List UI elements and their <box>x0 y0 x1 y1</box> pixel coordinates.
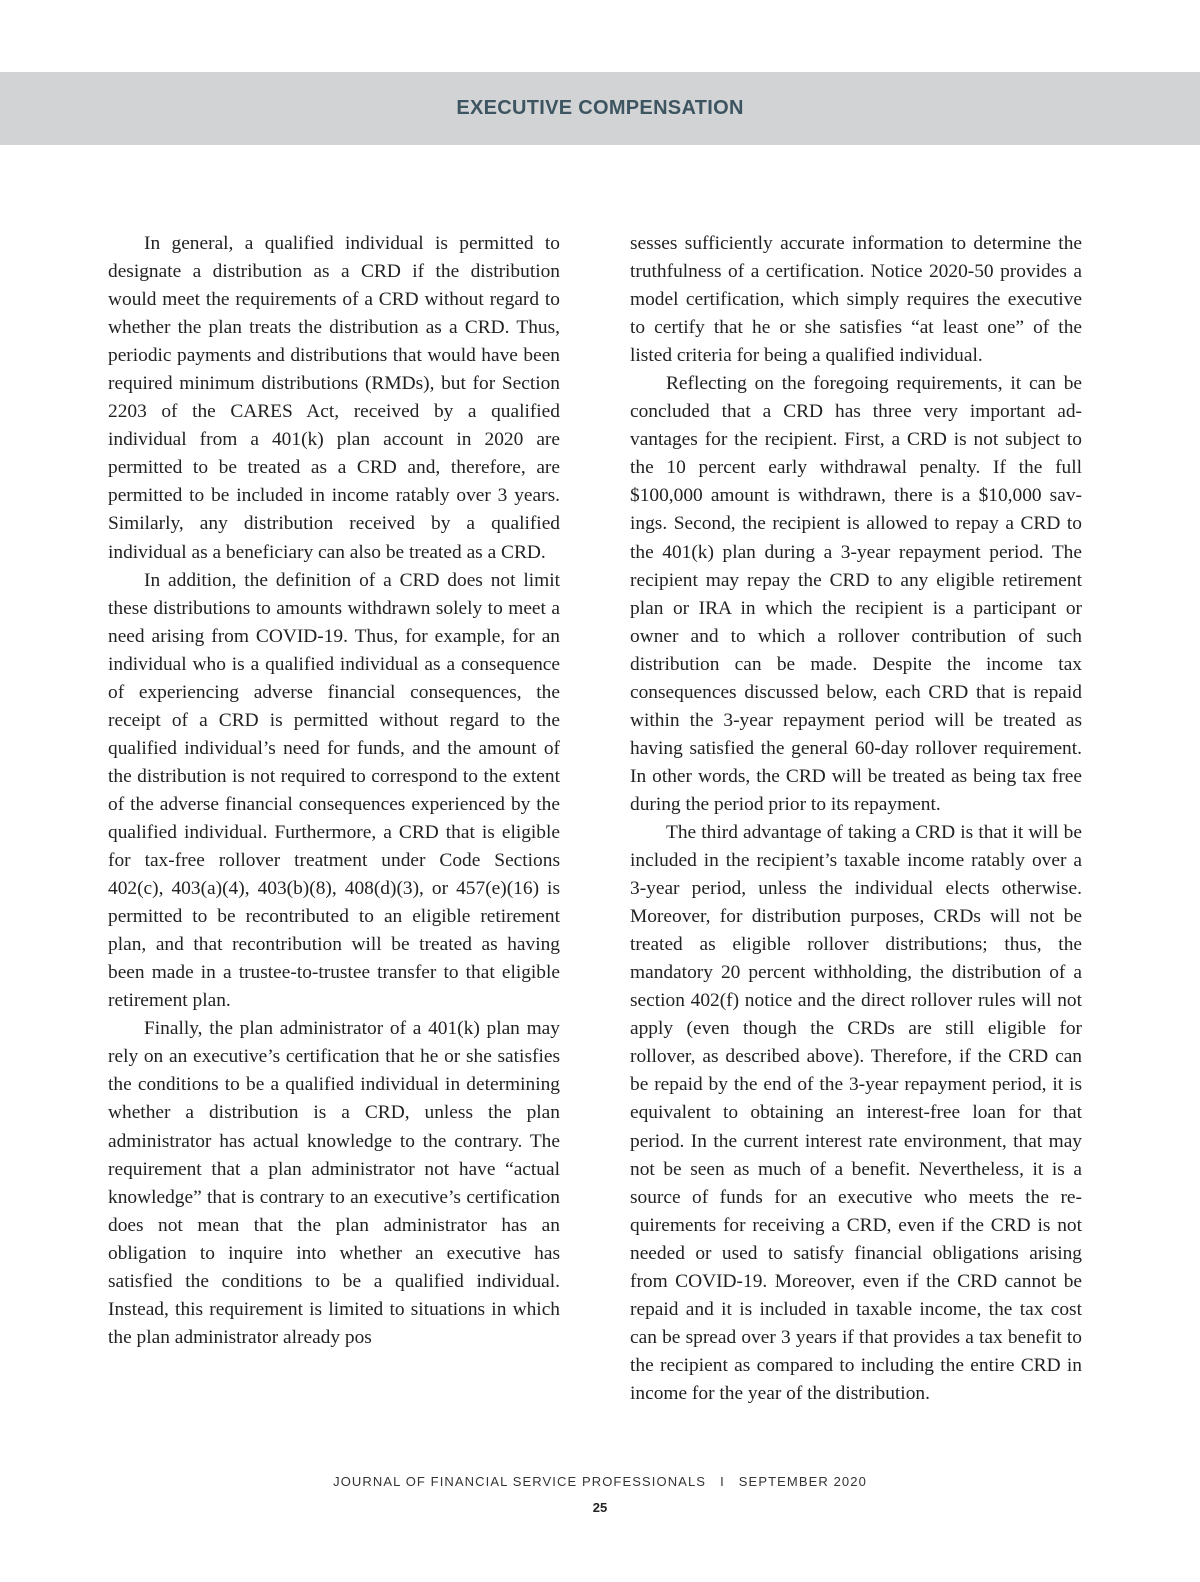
body-paragraph: Finally, the plan administrator of a 401(k) plan may rely on an executive’s certification that he or she satisfies the conditions to be a qualified individual in determining whether a distribution is a CRD, unless the plan administrator has actual knowledge to the contrary. The requirement that a plan administrator not have “actual knowledge” that is contrary to an executive’s certification does not mean that the plan administrator has an obligation to inquire into whether an executive has satisfied the conditions to be a qualified individual. Instead, this requirement is limited to situations in which the plan administrator already pos <box>108 1018 560 1348</box>
section-header-band <box>0 72 1200 145</box>
body-paragraph-continued: sesses sufficiently accurate information to determine the truthfulness of a certification. Notice 2020-50 provides a model certification, which simply requires the executive to certify that he or she satisfies “at least one” of the listed criteria for being a qualified individual. <box>630 233 1082 367</box>
section-title: EXECUTIVE COMPENSATION <box>456 97 744 119</box>
body-paragraph: Reflecting on the foregoing requirements, it can be concluded that a CRD has three very important advantages for the recipient. First, a CRD is not subject to the 10 percent early withdrawal penalty. If the full $100,000 amount is withdrawn, there is a $10,000 savings. Second, the recipient is allowed to repay a CRD to the 401(k) plan during a 3-year repayment period. The recipient may repay the CRD to any eligible retirement plan or IRA in which the recipient is a participant or owner and to which a rollover contribution of such distribution can be made. Despite the income tax consequences discussed below, each CRD that is repaid within the 3-year repayment period will be treated as having satisfied the general 60-day rollover requirement. In other words, the CRD will be treated as being tax free during the period prior to its repayment. <box>630 373 1082 815</box>
footer-separator: I <box>720 1474 725 1489</box>
page-number: 25 <box>592 1500 608 1515</box>
right-column <box>630 230 1082 1408</box>
body-paragraph: The third advantage of taking a CRD is that it will be included in the recipient’s taxable income ratably over a 3-year period, unless the individual elects otherwise. Moreover, for distribution purposes, CRDs will not be treated as eligible rollover distributions; thus, the mandatory 20 percent withholding, the distribution of a section 402(f) notice and the direct rollover rules will not apply (even though the CRDs are still eligible for rollover, as described above). Therefore, if the CRD can be repaid by the end of the 3-year repayment period, it is equivalent to obtaining an interest-free loan for that period. In the current interest rate environment, that may not be seen as much of a benefit. Nevertheless, it is a source of funds for an executive who meets the requirements for receiving a CRD, even if the CRD is not needed or used to satisfy financial obligations arising from COVID-19. Moreover, even if the CRD cannot be repaid and it is included in taxable income, the tax cost can be spread over 3 years if that provides a tax benefit to the recipient as compared to including the entire CRD in income for the year of the distribution. <box>630 821 1082 1404</box>
left-column <box>108 230 560 1352</box>
issue-date: SEPTEMBER 2020 <box>738 1474 867 1489</box>
footer-running-line <box>0 1474 1200 1489</box>
body-paragraph: In general, a qualified individual is permitted to designate a distribution as a CRD if the distribution would meet the requirements of a CRD without regard to whether the plan treats the distribution as a CRD. Thus, periodic payments and distributions that would have been required minimum distributions (RMDs), but for Section 2203 of the CARES Act, received by a qualified individual from a 401(k) plan account in 2020 are permitted to be treated as a CRD and, therefore, are permitted to be included in income ratably over 3 years. Similarly, any distribution received by a qualified individual as a beneficiary can also be treated as a CRD. <box>108 233 560 563</box>
journal-name: JOURNAL OF FINANCIAL SERVICE PROFESSIONALS <box>333 1474 707 1489</box>
body-paragraph: In addition, the definition of a CRD does not limit these distributions to amounts withdrawn solely to meet a need arising from COVID-19. Thus, for example, for an individual who is a qualified individual as a consequence of experiencing adverse financial consequences, the receipt of a CRD is permitted without regard to the qualified individual’s need for funds, and the amount of the distribution is not required to correspond to the extent of the adverse financial consequences experienced by the qualified individual. Furthermore, a CRD that is eligible for tax-free rollover treatment under Code Sections 402(c), 403(a)(4), 403(b)(8), 408(d)(3), or 457(e)(16) is permitted to be recontributed to an eligible retirement plan, and that recontribution will be treated as having been made in a trustee-to-trustee transfer to that eligible retirement plan. <box>108 569 560 1012</box>
